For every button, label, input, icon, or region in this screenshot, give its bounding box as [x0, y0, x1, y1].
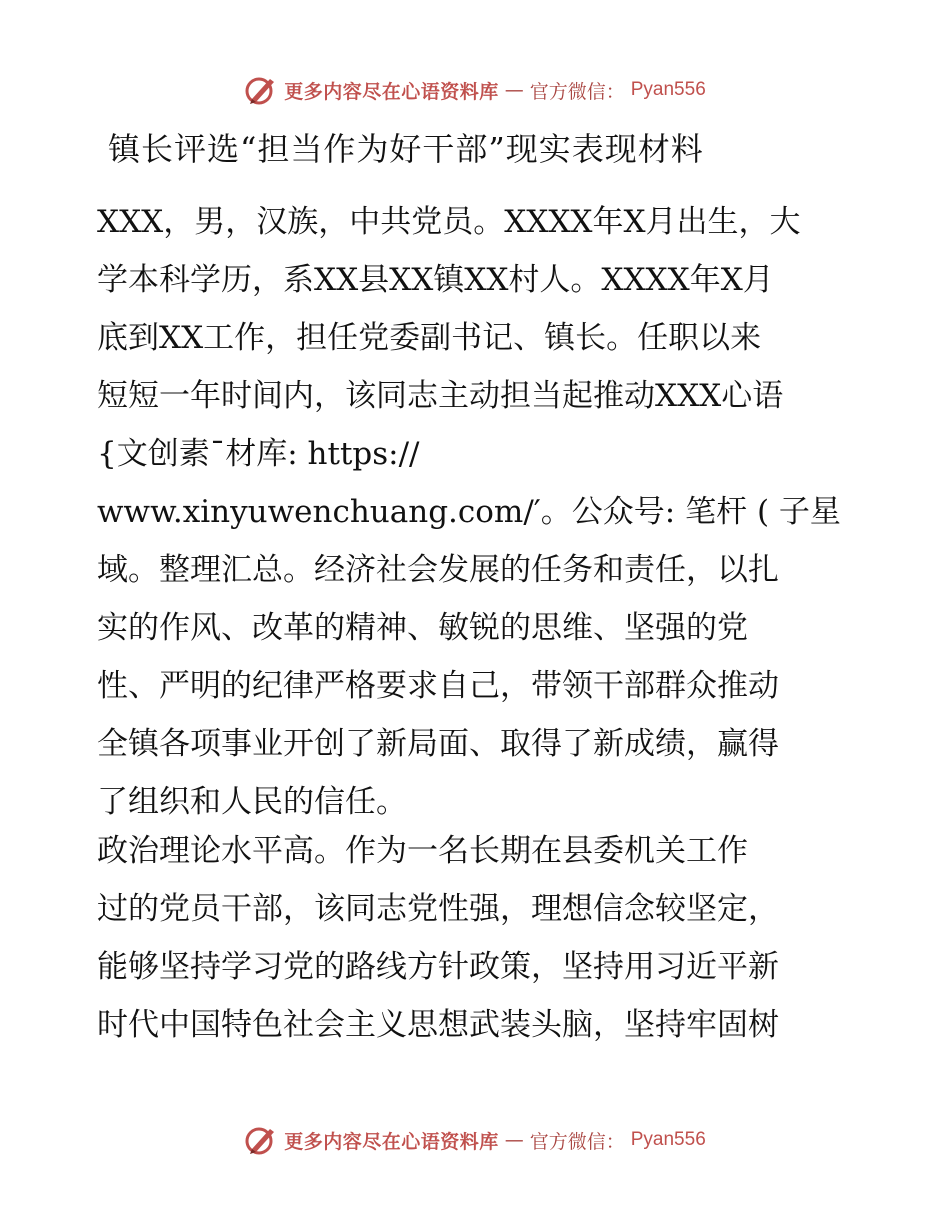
- paragraph-2: [97, 822, 857, 1054]
- pen-logo-icon: [244, 73, 278, 107]
- footer-banner: [0, 1120, 950, 1160]
- paragraph-line: 域。整理汇总。经济社会发展的任务和责任，以扎: [97, 552, 779, 588]
- paragraph-line: 能够坚持学习党的路线方针政策，坚持用习近平新: [97, 949, 779, 985]
- paragraph-1: [97, 193, 857, 831]
- banner-wechat-label: 官方微信：: [529, 80, 625, 103]
- pen-logo-icon: [244, 1123, 278, 1157]
- paragraph-line: {文创素¯材库: https://: [97, 436, 420, 472]
- banner-brand-text: 更多内容尽在心语资料库: [284, 1130, 499, 1153]
- banner-brand-text: 更多内容尽在心语资料库: [284, 80, 499, 103]
- banner-wechat-id: Pyan556: [630, 1129, 706, 1150]
- paragraph-line: www.xinyuwenchuang.com/′。公众号: 笔杆 ( 子星: [97, 494, 841, 530]
- paragraph-line: 学本科学历，系XX县XX镇XX村人。XXXX年X月: [97, 262, 774, 298]
- paragraph-line: 政治理论水平高。作为一名长期在县委机关工作: [97, 833, 748, 869]
- document-title: 镇长评选“担当作为好干部”现实表现材料: [108, 130, 704, 168]
- banner-dash: —: [504, 1129, 524, 1151]
- paragraph-line: 时代中国特色社会主义思想武装头脑，坚持牢固树: [97, 1007, 779, 1043]
- paragraph-line: 实的作风、改革的精神、敏锐的思维、坚强的党: [97, 610, 748, 646]
- paragraph-line: 底到XX工作，担任党委副书记、镇长。任职以来: [97, 320, 762, 356]
- paragraph-line: 过的党员干部，该同志党性强，理想信念较坚定，: [97, 891, 779, 927]
- paragraph-line: 性、严明的纪律严格要求自己，带领干部群众推动: [97, 668, 779, 704]
- header-banner: [0, 70, 950, 110]
- paragraph-line: 了组织和人民的信任。: [97, 784, 407, 820]
- banner-dash: —: [504, 79, 524, 101]
- paragraph-line: 短短一年时间内，该同志主动担当起推动XXX心语: [97, 378, 784, 414]
- banner-wechat-id: Pyan556: [630, 79, 706, 100]
- paragraph-line: XXX，男，汉族，中共党员。XXXX年X月出生，大: [97, 204, 801, 240]
- paragraph-line: 全镇各项事业开创了新局面、取得了新成绩，赢得: [97, 726, 779, 762]
- banner-wechat-label: 官方微信：: [529, 1130, 625, 1153]
